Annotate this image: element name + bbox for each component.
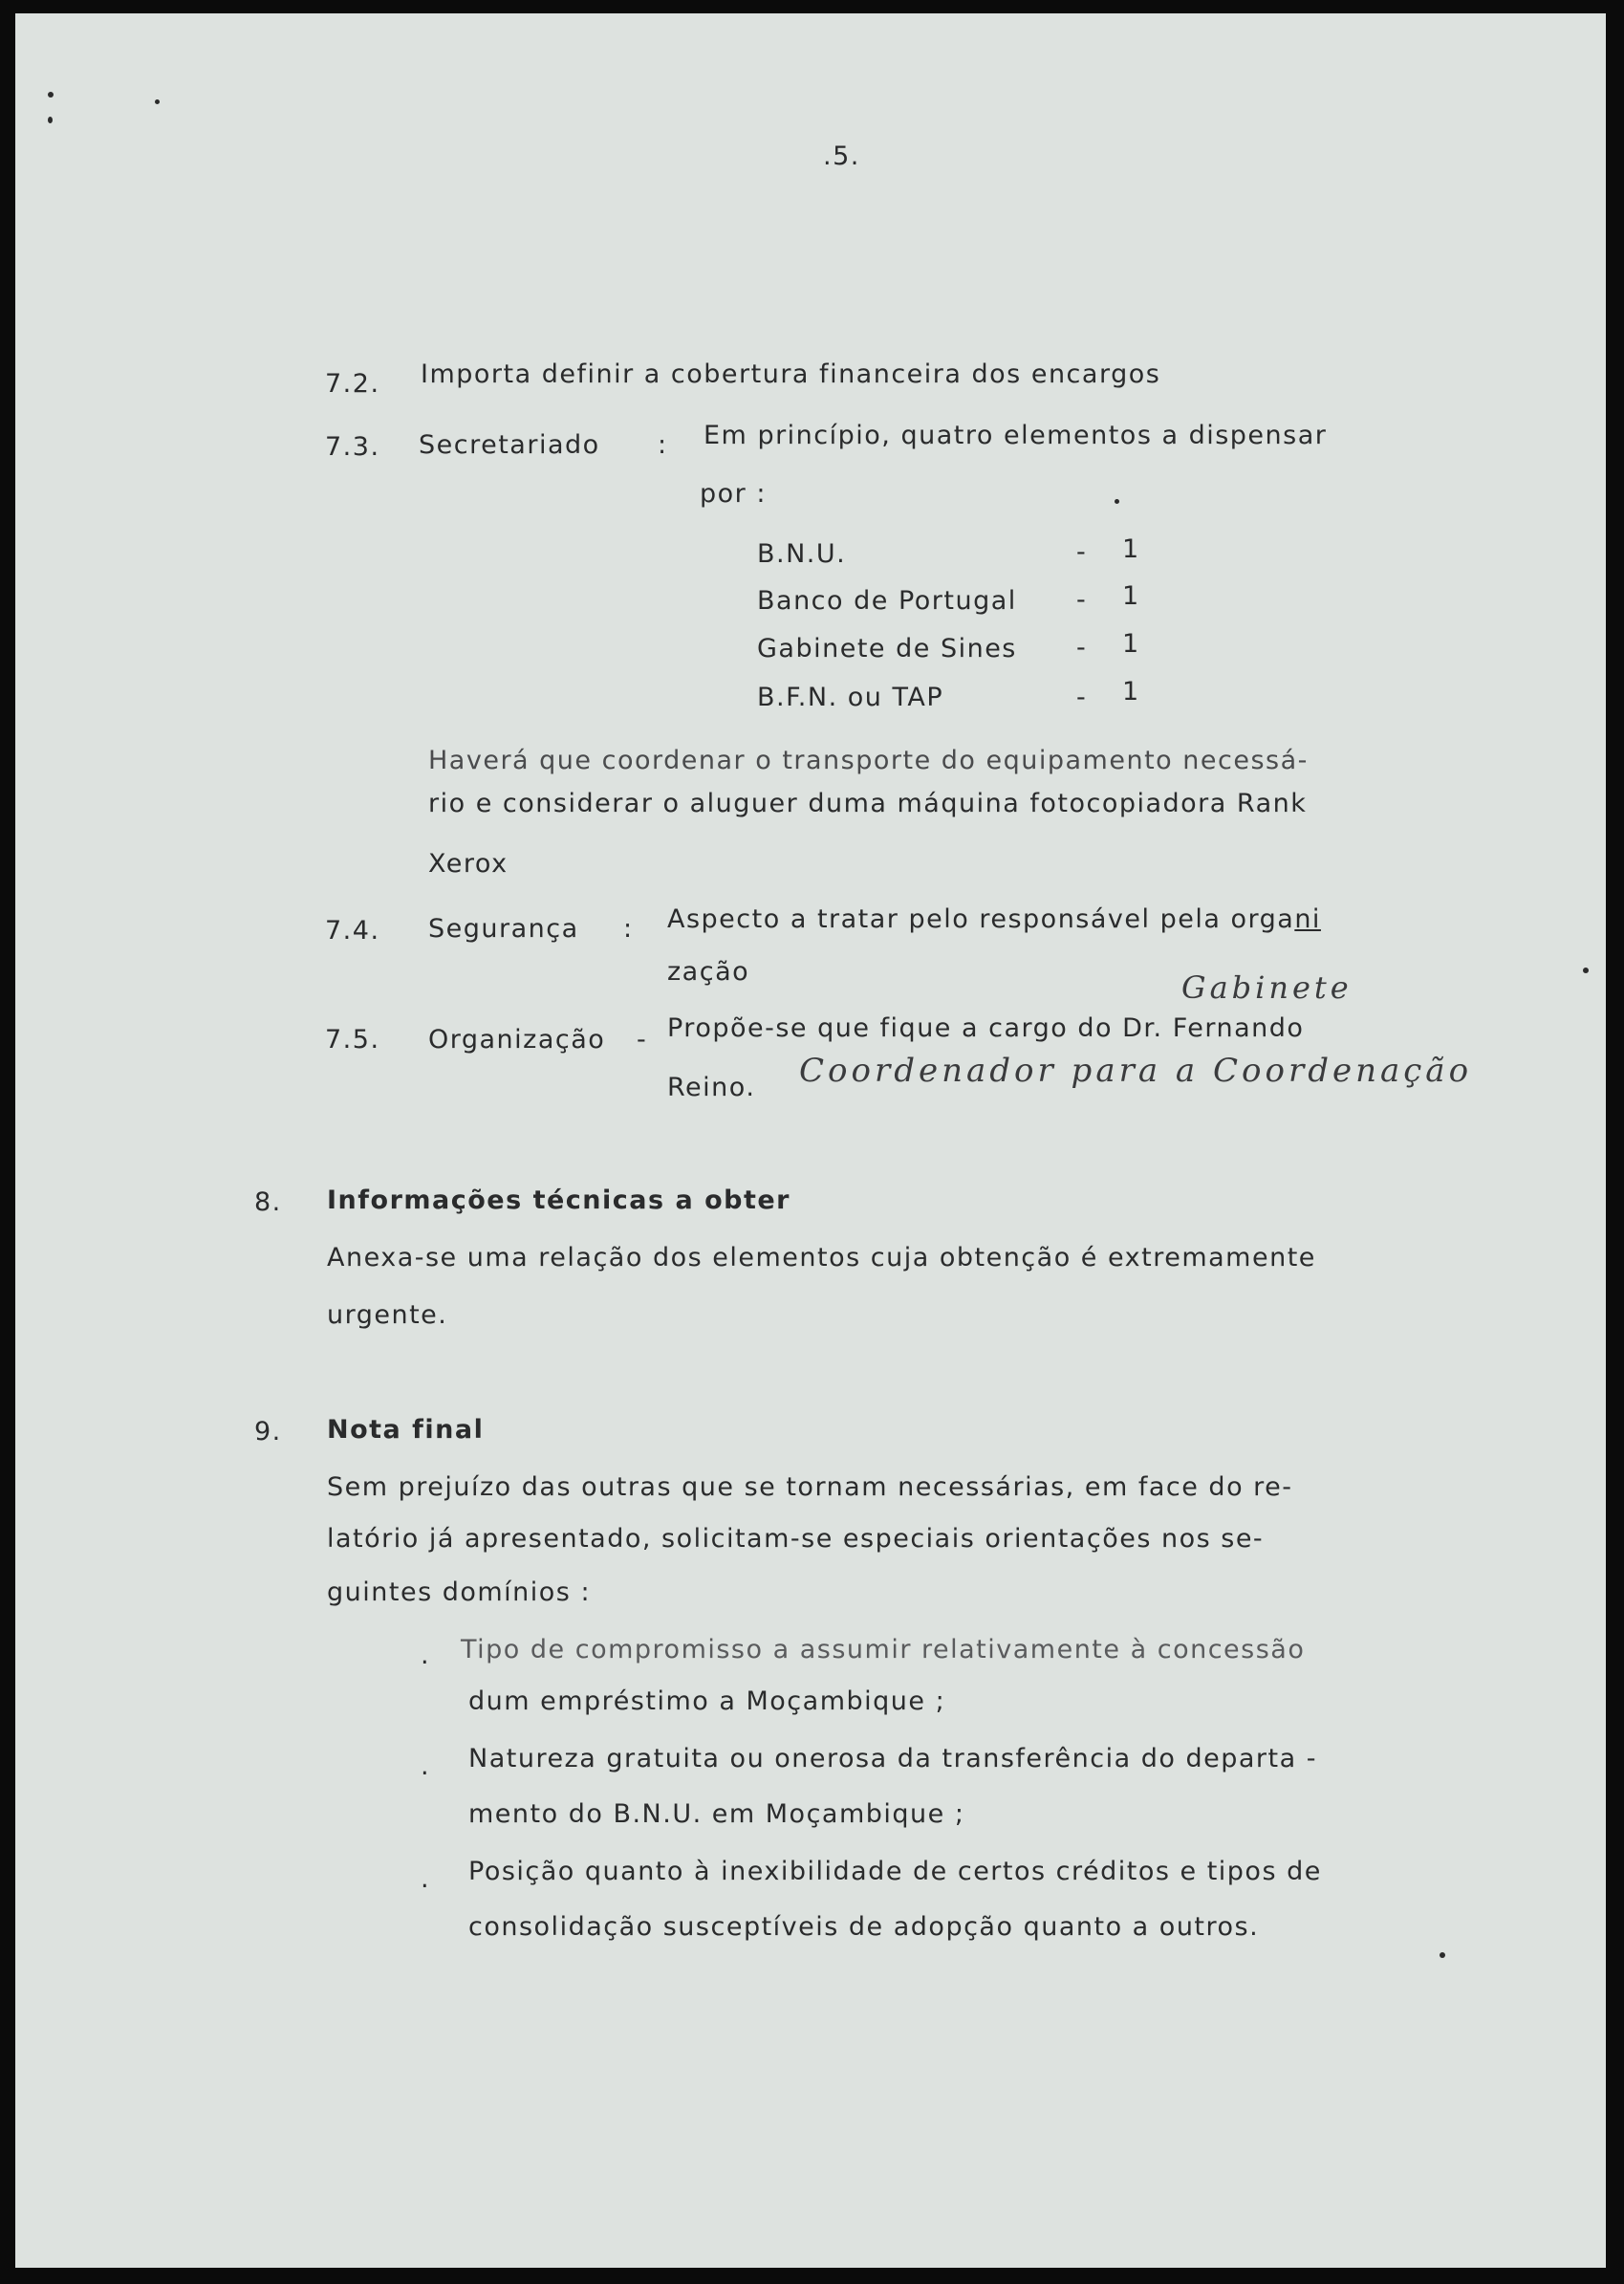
staff-item-name: B.F.N. ou TAP bbox=[757, 683, 944, 712]
staff-item-dash: - bbox=[1076, 633, 1088, 663]
section-7-4-line-1 bbox=[667, 904, 1321, 935]
section-7-3-line-2: por : bbox=[700, 479, 767, 509]
section-7-3-colon: : bbox=[658, 430, 668, 460]
section-8-line-2: urgente. bbox=[327, 1300, 448, 1330]
section-7-3-line-1: Em princípio, quatro elementos a dispensar bbox=[704, 421, 1328, 450]
staff-item-name: B.N.U. bbox=[757, 539, 847, 569]
scan-speck bbox=[1440, 1952, 1445, 1958]
section-7-3-number: 7.3. bbox=[325, 432, 380, 462]
staff-item-dash: - bbox=[1076, 585, 1088, 615]
staff-item-qty: 1 bbox=[1122, 534, 1140, 564]
section-7-5-line-2: Reino. bbox=[667, 1073, 756, 1102]
section-7-3-label: Secretariado bbox=[419, 430, 600, 460]
section-7-2-number: 7.2. bbox=[325, 369, 380, 399]
section-9-line-3: guintes domínios : bbox=[327, 1577, 592, 1607]
section-8-title: Informações técnicas a obter bbox=[327, 1186, 790, 1215]
page-number: .5. bbox=[823, 141, 860, 171]
handwritten-annotation-top: Gabinete bbox=[1181, 969, 1353, 1006]
section-7-5-dash: - bbox=[637, 1025, 648, 1055]
section-8-number: 8. bbox=[254, 1187, 282, 1217]
staff-item-name: Banco de Portugal bbox=[757, 586, 1017, 616]
bullet-line-2: mento do B.N.U. em Moçambique ; bbox=[468, 1799, 965, 1829]
scan-speck bbox=[48, 117, 53, 123]
bullet-line-2: consolidação susceptíveis de adopção quanto a outros. bbox=[468, 1912, 1260, 1942]
bullet-line-1: Posição quanto à inexibilidade de certos créditos e tipos de bbox=[468, 1857, 1322, 1886]
section-9-title: Nota final bbox=[327, 1415, 485, 1445]
staff-item-name: Gabinete de Sines bbox=[757, 634, 1017, 663]
staff-item-dash: - bbox=[1076, 683, 1088, 712]
staff-item-qty: 1 bbox=[1122, 629, 1140, 659]
bullet-mark: . bbox=[421, 1864, 431, 1894]
section-7-3-paragraph-line-1: Haverá que coordenar o transporte do equipamento necessá- bbox=[428, 746, 1309, 775]
section-9-line-2: latório já apresentado, solicitam-se especiais orientações nos se- bbox=[327, 1524, 1265, 1554]
staff-item-qty: 1 bbox=[1122, 677, 1140, 707]
section-7-4-line-2: zação bbox=[667, 957, 750, 987]
staff-item-qty: 1 bbox=[1122, 581, 1140, 611]
scan-speck bbox=[48, 92, 54, 98]
section-7-4-label: Segurança bbox=[428, 914, 579, 944]
section-7-4-colon: : bbox=[623, 914, 634, 944]
section-7-5-line-1: Propõe-se que fique a cargo do Dr. Fernando bbox=[667, 1013, 1305, 1043]
bullet-line-1: Tipo de compromisso a assumir relativamente à concessão bbox=[461, 1635, 1306, 1664]
section-9-number: 9. bbox=[254, 1417, 282, 1447]
section-9-line-1: Sem prejuízo das outras que se tornam necessárias, em face do re- bbox=[327, 1472, 1293, 1502]
handwritten-annotation-line: Coordenador para a Coordenação bbox=[799, 1052, 1473, 1090]
staff-item-dash: - bbox=[1076, 537, 1088, 567]
section-7-2-text: Importa definir a cobertura financeira dos encargos bbox=[421, 359, 1161, 389]
document-page bbox=[15, 13, 1606, 2268]
scan-speck bbox=[1583, 968, 1589, 973]
section-7-4-line-1-text: Aspecto a tratar pelo responsável pela orga bbox=[667, 904, 1295, 934]
bullet-mark: . bbox=[421, 1751, 431, 1781]
bullet-line-1: Natureza gratuita ou onerosa da transferência do departa - bbox=[468, 1744, 1317, 1773]
section-7-5-label: Organização bbox=[428, 1025, 606, 1055]
section-7-3-paragraph-line-3: Xerox bbox=[428, 849, 509, 879]
section-7-4-line-1-underlined: ni bbox=[1294, 904, 1321, 934]
section-7-4-number: 7.4. bbox=[325, 916, 380, 946]
section-7-3-paragraph-line-2: rio e considerar o aluguer duma máquina fotocopiadora Rank bbox=[428, 789, 1308, 818]
bullet-line-2: dum empréstimo a Moçambique ; bbox=[468, 1686, 946, 1716]
bullet-mark: . bbox=[421, 1641, 431, 1670]
section-7-5-number: 7.5. bbox=[325, 1025, 380, 1055]
scan-speck bbox=[155, 99, 160, 104]
section-8-line-1: Anexa-se uma relação dos elementos cuja obtenção é extremamente bbox=[327, 1243, 1316, 1273]
scan-speck bbox=[1115, 499, 1119, 504]
